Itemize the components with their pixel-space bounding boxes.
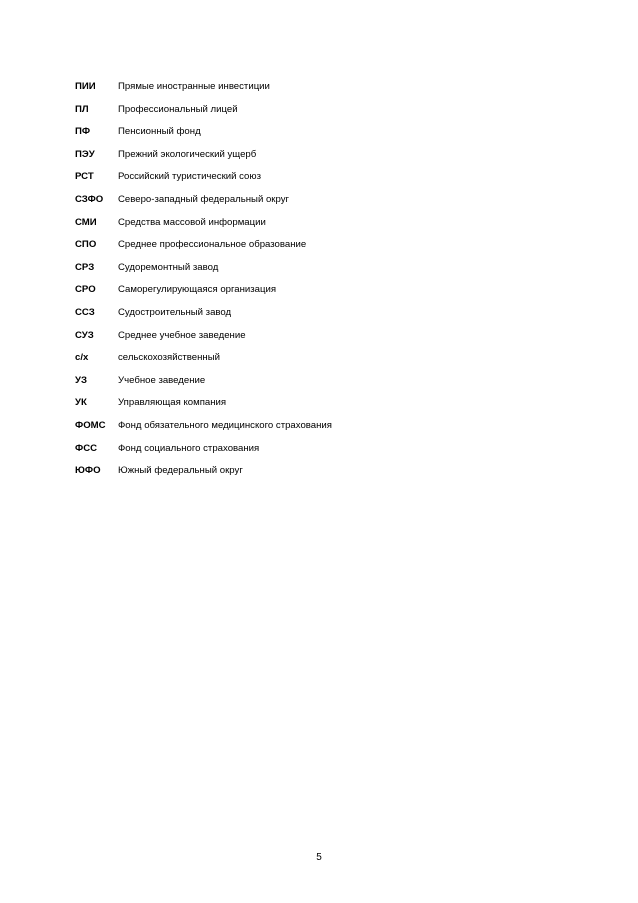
abbreviation-definition: Прежний экологический ущерб [118,148,257,160]
abbreviation-definition: Фонд социального страхования [118,442,260,454]
abbreviation-row [75,238,555,261]
abbreviation-term: СМИ [75,216,97,228]
abbreviation-row [75,125,555,148]
abbreviation-term: РСТ [75,171,94,183]
abbreviation-row [75,283,555,306]
abbreviation-definition: сельскохозяйственный [118,352,220,364]
abbreviation-term: УК [75,397,87,409]
abbreviation-row [75,442,555,465]
abbreviation-row [75,80,555,103]
abbreviation-row [75,396,555,419]
abbreviation-list [75,80,555,487]
abbreviation-definition: Прямые иностранные инвестиции [118,81,270,92]
abbreviation-definition: Управляющая компания [118,397,227,409]
abbreviation-row [75,216,555,239]
abbreviation-row [75,306,555,329]
abbreviation-definition: Среднее учебное заведение [118,329,246,341]
abbreviation-row [75,329,555,352]
abbreviation-row [75,148,555,171]
abbreviation-term: ФСС [75,442,98,454]
abbreviation-definition: Судоремонтный завод [118,261,219,273]
abbreviation-definition: Среднее профессиональное образование [118,239,307,251]
abbreviation-definition: Судостроительный завод [118,306,232,318]
abbreviation-term: с/х [75,352,89,364]
abbreviation-definition: Средства массовой информации [118,216,266,228]
abbreviation-term: СРО [75,284,96,296]
abbreviation-definition: Профессиональный лицей [118,103,238,115]
abbreviation-row [75,419,555,442]
abbreviation-term: ПФ [75,126,91,138]
abbreviation-term: СУЗ [75,329,94,341]
abbreviation-definition: Южный федеральный округ [118,465,243,477]
abbreviation-term: СРЗ [75,261,95,273]
abbreviation-term: ФОМС [75,419,106,431]
abbreviation-row [75,351,555,374]
abbreviation-definition: Пенсионный фонд [118,126,201,138]
abbreviation-row [75,193,555,216]
abbreviation-term: ССЗ [75,306,95,318]
abbreviation-definition: Учебное заведение [118,374,206,386]
abbreviation-definition: Российский туристический союз [118,171,261,183]
abbreviation-term: ПЭУ [75,148,95,160]
abbreviation-term: УЗ [75,374,87,386]
page-number: 5 [316,852,322,863]
abbreviation-row [75,464,555,487]
abbreviation-row [75,374,555,397]
abbreviation-term: ПЛ [75,103,89,115]
abbreviation-definition: Северо-западный федеральный округ [118,193,290,205]
abbreviation-term: ЮФО [75,465,101,477]
abbreviation-term: СПО [75,239,97,251]
abbreviation-term: ПИИ [75,81,96,92]
abbreviation-term: СЗФО [75,193,104,205]
abbreviation-definition: Саморегулирующаяся организация [118,284,277,296]
abbreviation-row [75,103,555,126]
abbreviation-row [75,170,555,193]
abbreviation-row [75,261,555,284]
abbreviation-definition: Фонд обязательного медицинского страхования [118,419,332,431]
